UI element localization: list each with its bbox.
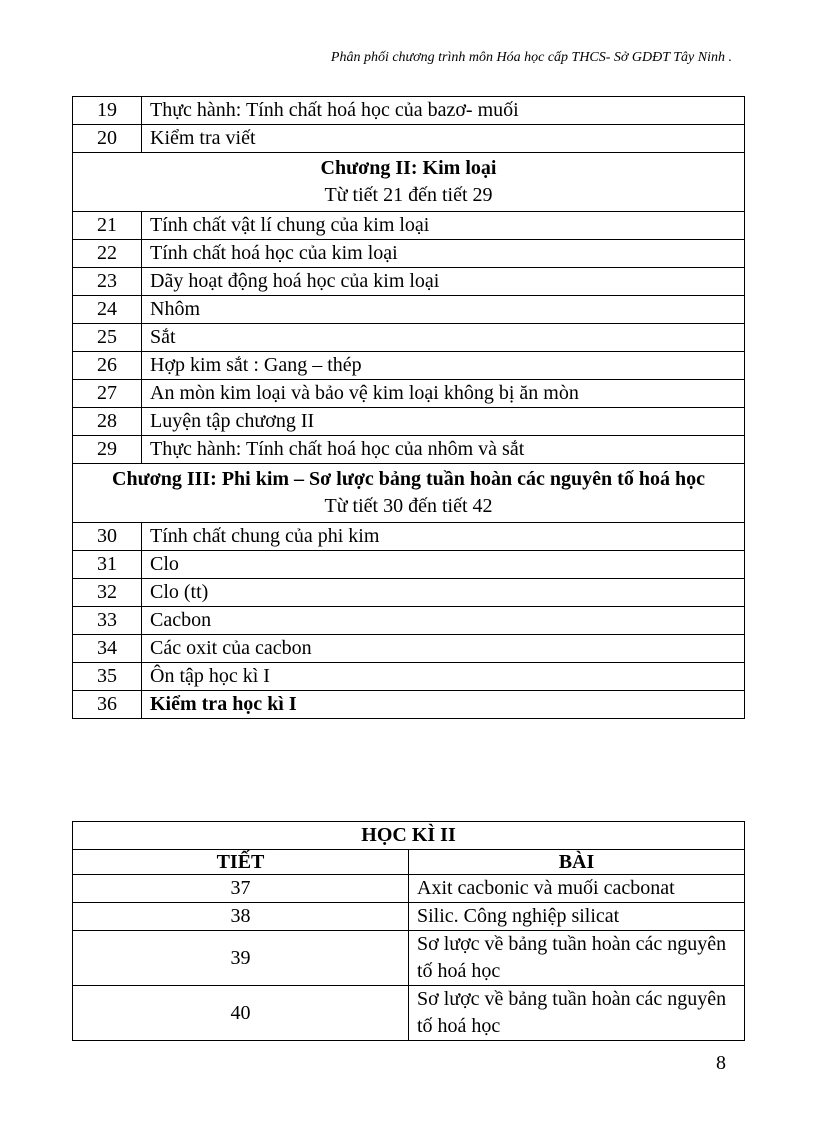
table-row bbox=[73, 579, 745, 607]
chapter-range: Từ tiết 21 đến tiết 29 bbox=[324, 184, 493, 206]
table-row bbox=[73, 875, 745, 903]
lesson-number: 32 bbox=[73, 579, 142, 607]
lesson-title: Kiểm tra học kì I bbox=[142, 691, 745, 719]
lesson-number: 29 bbox=[73, 436, 142, 464]
lesson-number: 26 bbox=[73, 352, 142, 380]
lesson-number: 19 bbox=[73, 97, 142, 125]
lesson-title: Tính chất chung của phi kim bbox=[142, 523, 745, 551]
semester-row bbox=[73, 822, 745, 850]
lesson-title: Các oxit của cacbon bbox=[142, 635, 745, 663]
curriculum-table-semester-2 bbox=[72, 821, 745, 1041]
lesson-number: 21 bbox=[73, 212, 142, 240]
column-header-lesson: BÀI bbox=[409, 850, 745, 875]
page-header: Phân phối chương trình môn Hóa học cấp THCS- Sở GDĐT Tây Ninh . bbox=[330, 50, 732, 65]
table-row bbox=[73, 903, 745, 931]
lesson-title: Thực hành: Tính chất hoá học của bazơ- muối bbox=[142, 97, 745, 125]
lesson-number: 36 bbox=[73, 691, 142, 719]
table-row bbox=[73, 986, 745, 1041]
table-row bbox=[73, 408, 745, 436]
column-header-lesson-number: TIẾT bbox=[73, 850, 409, 875]
chapter-row bbox=[73, 464, 745, 523]
lesson-number: 24 bbox=[73, 296, 142, 324]
lesson-title: Tính chất hoá học của kim loại bbox=[142, 240, 745, 268]
table-row bbox=[73, 296, 745, 324]
lesson-title: Ôn tập học kì I bbox=[142, 663, 745, 691]
lesson-title: Clo (tt) bbox=[142, 579, 745, 607]
lesson-number: 27 bbox=[73, 380, 142, 408]
lesson-title: An mòn kim loại và bảo vệ kim loại không bị ăn mòn bbox=[142, 380, 745, 408]
lesson-title: Cacbon bbox=[142, 607, 745, 635]
column-header-row bbox=[73, 850, 745, 875]
lesson-number: 33 bbox=[73, 607, 142, 635]
lesson-number: 35 bbox=[73, 663, 142, 691]
lesson-number: 40 bbox=[73, 986, 409, 1041]
table-row bbox=[73, 551, 745, 579]
table-row bbox=[73, 691, 745, 719]
lesson-number: 25 bbox=[73, 324, 142, 352]
table-row bbox=[73, 324, 745, 352]
table-row bbox=[73, 607, 745, 635]
table-row bbox=[73, 268, 745, 296]
table-row bbox=[73, 125, 745, 153]
chapter-row bbox=[73, 153, 745, 212]
lesson-title: Thực hành: Tính chất hoá học của nhôm và sắt bbox=[142, 436, 745, 464]
lesson-title: Tính chất vật lí chung của kim loại bbox=[142, 212, 745, 240]
lesson-title: Axit cacbonic và muối cacbonat bbox=[409, 875, 745, 903]
table-row bbox=[73, 635, 745, 663]
lesson-title: Nhôm bbox=[142, 296, 745, 324]
chapter-title: Chương III: Phi kim – Sơ lược bảng tuần hoàn các nguyên tố hoá học bbox=[112, 468, 705, 490]
page-number: 8 bbox=[716, 1052, 726, 1074]
lesson-number: 22 bbox=[73, 240, 142, 268]
table-row bbox=[73, 240, 745, 268]
lesson-title: Dãy hoạt động hoá học của kim loại bbox=[142, 268, 745, 296]
lesson-number: 20 bbox=[73, 125, 142, 153]
lesson-number: 31 bbox=[73, 551, 142, 579]
table-row bbox=[73, 663, 745, 691]
table-row bbox=[73, 212, 745, 240]
table-row bbox=[73, 380, 745, 408]
lesson-title: Sơ lược về bảng tuần hoàn các nguyên tố hoá học bbox=[409, 986, 745, 1041]
lesson-number: 30 bbox=[73, 523, 142, 551]
table-row bbox=[73, 523, 745, 551]
table-row bbox=[73, 97, 745, 125]
curriculum-table-semester-1 bbox=[72, 96, 745, 719]
table-row bbox=[73, 436, 745, 464]
lesson-title: Clo bbox=[142, 551, 745, 579]
lesson-number: 34 bbox=[73, 635, 142, 663]
table-row bbox=[73, 352, 745, 380]
lesson-title: Sơ lược về bảng tuần hoàn các nguyên tố hoá học bbox=[409, 931, 745, 986]
lesson-title: Hợp kim sắt : Gang – thép bbox=[142, 352, 745, 380]
chapter-heading bbox=[73, 153, 745, 212]
lesson-number: 28 bbox=[73, 408, 142, 436]
lesson-title: Kiểm tra viết bbox=[142, 125, 745, 153]
lesson-number: 23 bbox=[73, 268, 142, 296]
semester-heading: HỌC KÌ II bbox=[73, 822, 745, 850]
lesson-number: 37 bbox=[73, 875, 409, 903]
chapter-range: Từ tiết 30 đến tiết 42 bbox=[324, 495, 493, 517]
lesson-title: Luyện tập chương II bbox=[142, 408, 745, 436]
table-row bbox=[73, 931, 745, 986]
chapter-heading bbox=[73, 464, 745, 523]
lesson-number: 38 bbox=[73, 903, 409, 931]
lesson-title: Silic. Công nghiệp silicat bbox=[409, 903, 745, 931]
lesson-title: Sắt bbox=[142, 324, 745, 352]
chapter-title: Chương II: Kim loại bbox=[320, 157, 497, 179]
lesson-number: 39 bbox=[73, 931, 409, 986]
